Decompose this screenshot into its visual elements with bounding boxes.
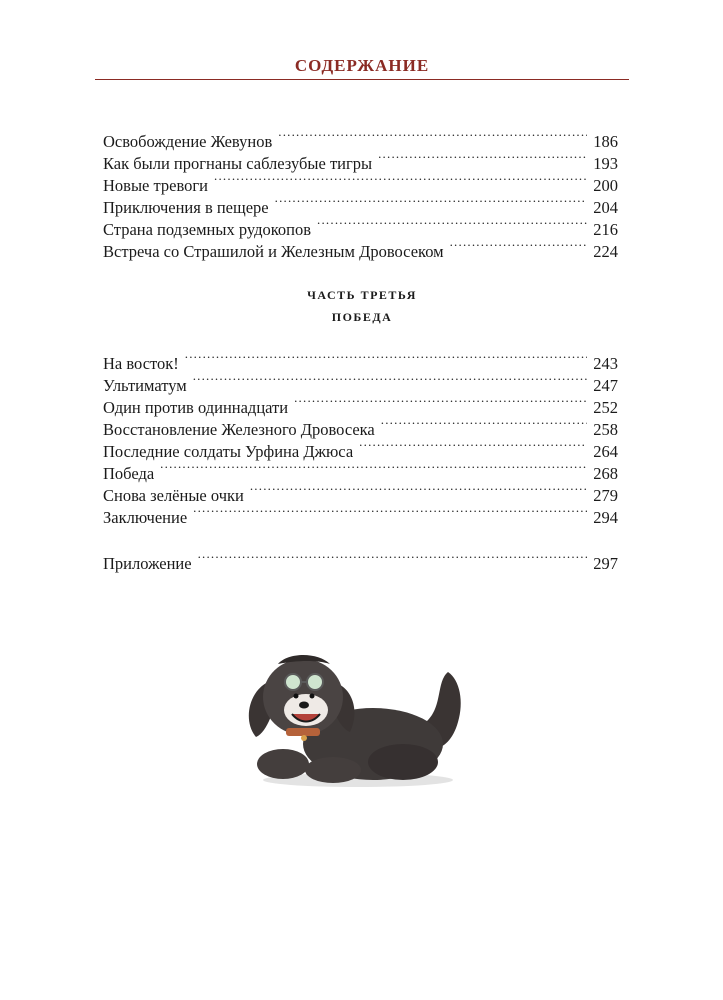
toc-entry[interactable] — [103, 125, 618, 151]
toc-leader-dots — [450, 235, 588, 257]
toc-entry-title: Освобождение Жевунов — [103, 132, 273, 151]
toc-leader-dots — [250, 479, 587, 501]
toc-entry[interactable] — [103, 457, 618, 483]
toc-entry-page: 200 — [593, 176, 618, 195]
toc-entry-title: Восстановление Железного Дровосека — [103, 420, 375, 439]
dog-with-goggles-icon — [238, 652, 474, 790]
toc-appendix — [103, 547, 618, 573]
toc-entry-page: 186 — [593, 132, 618, 151]
part-heading: ЧАСТЬ ТРЕТЬЯ — [307, 288, 417, 302]
toc-entry-page: 264 — [593, 442, 618, 461]
toc-leader-dots — [378, 147, 587, 169]
toc-entry[interactable] — [103, 347, 618, 373]
toc-entry[interactable] — [103, 479, 618, 505]
toc-leader-dots — [193, 501, 587, 523]
toc-entry-title: Приключения в пещере — [103, 198, 269, 217]
toc-entry-page: 224 — [593, 242, 618, 261]
toc-entry-title: Как были прогнаны саблезубые тигры — [103, 154, 373, 173]
toc-entry-page: 216 — [593, 220, 618, 239]
toc-entry-page: 268 — [593, 464, 618, 483]
page-title: СОДЕРЖАНИЕ — [294, 56, 430, 75]
toc-leader-dots — [214, 169, 587, 191]
page-header — [95, 56, 629, 79]
toc-leader-dots — [278, 125, 587, 147]
toc-leader-dots — [359, 435, 587, 457]
toc-entry-page: 294 — [593, 508, 618, 527]
toc-entry-page: 247 — [593, 376, 618, 395]
toc-entry-page: 204 — [593, 198, 618, 217]
toc-leader-dots — [185, 347, 587, 369]
toc-entry-title: Победа — [103, 464, 155, 483]
toc-entry-title: На восток! — [103, 354, 179, 373]
toc-entry-page: 297 — [593, 554, 618, 573]
toc-entry[interactable] — [103, 547, 618, 573]
toc-leader-dots — [198, 547, 588, 569]
toc-entry-title: Последние солдаты Урфина Джюса — [103, 442, 354, 461]
toc-entry-title: Один против одиннадцати — [103, 398, 289, 417]
toc-entry-title: Ультиматум — [103, 376, 187, 395]
toc-entry-page: 252 — [593, 398, 618, 417]
toc-entry-title: Снова зелёные очки — [103, 486, 244, 505]
toc-leader-dots — [193, 369, 588, 391]
toc-entry-title: Приложение — [103, 554, 192, 573]
toc-leader-dots — [160, 457, 587, 479]
part-subheading: ПОБЕДА — [331, 310, 393, 324]
toc-entry-page: 279 — [593, 486, 618, 505]
toc-entry-page: 243 — [593, 354, 618, 373]
toc-entry-title: Встреча со Страшилой и Железным Дровосеком — [103, 242, 444, 261]
toc-section-1 — [103, 125, 618, 261]
toc-leader-dots — [381, 413, 587, 435]
toc-leader-dots — [275, 191, 588, 213]
toc-entry-page: 193 — [593, 154, 618, 173]
toc-entry-title: Заключение — [103, 508, 188, 527]
toc-leader-dots — [317, 213, 587, 235]
toc-entry-title: Страна подземных рудокопов — [103, 220, 312, 239]
toc-entry-page: 258 — [593, 420, 618, 439]
toc-section-2 — [103, 347, 618, 527]
header-divider — [95, 79, 629, 80]
toc-leader-dots — [294, 391, 587, 413]
toc-entry-title: Новые тревоги — [103, 176, 209, 195]
